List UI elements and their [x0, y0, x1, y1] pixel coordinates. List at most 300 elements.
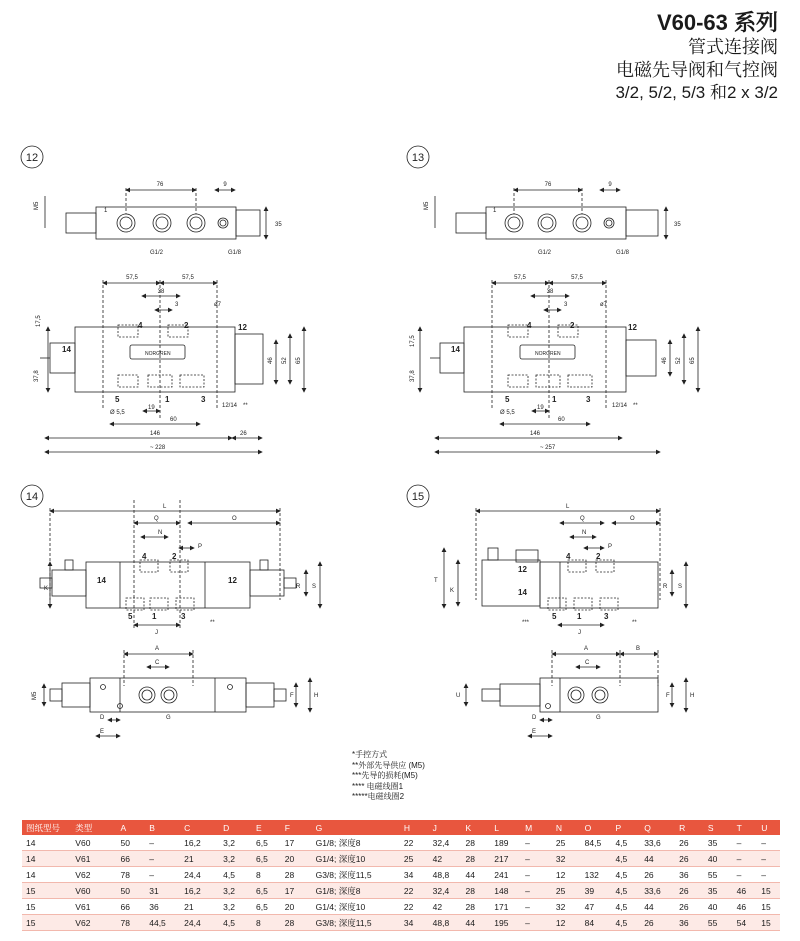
- table-cell: 195: [490, 915, 521, 931]
- table-cell: 28: [462, 851, 491, 867]
- f14-port-4: 4: [142, 552, 147, 561]
- f14-dim-O: O: [232, 516, 237, 522]
- f13-dim-146: 146: [530, 431, 541, 437]
- table-cell: 42: [429, 899, 462, 915]
- table-cell: 25: [552, 883, 581, 899]
- f13-dim-60: 60: [558, 417, 565, 423]
- f12-top-g18: G1/8: [228, 250, 242, 256]
- f13-dim-length: ~ 257: [540, 445, 556, 451]
- table-cell: –: [145, 835, 180, 851]
- table-cell: 15: [757, 915, 780, 931]
- table-cell: G1/4; 深度10: [312, 899, 400, 915]
- figure-12-front-view: [40, 280, 304, 452]
- f15-dim-L: L: [566, 504, 570, 510]
- figure-14-number: 14: [25, 491, 39, 503]
- f15-top-dim-G: G: [596, 715, 601, 721]
- table-cell: 12: [552, 915, 581, 931]
- subtitle-valve-type: 电磁先导阀和气控阀: [616, 60, 778, 80]
- table-cell: V60: [71, 883, 116, 899]
- f14-dim-R: R: [296, 584, 301, 590]
- f13-port-12-14: 12/14: [612, 403, 628, 409]
- col-header: B: [145, 820, 180, 835]
- table-cell: [581, 851, 612, 867]
- col-header: N: [552, 820, 581, 835]
- table-cell: 4,5: [611, 883, 640, 899]
- figure-13: [407, 146, 698, 452]
- f12-dim-length: ~ 228: [150, 445, 166, 451]
- f14-port-5: 5: [128, 612, 133, 621]
- table-cell: 78: [116, 915, 145, 931]
- f13-top-m5: M5: [424, 201, 430, 210]
- table-cell: 44: [462, 915, 491, 931]
- f12-top-dim-35: 35: [275, 222, 282, 228]
- f12-port-4: 4: [138, 321, 143, 330]
- f15-dim-P: P: [608, 544, 613, 550]
- page-title: V60-63 系列: [656, 10, 778, 35]
- f15-port-3: 3: [604, 612, 609, 621]
- f15-top-dim-D: D: [532, 715, 537, 721]
- table-body: [22, 835, 780, 931]
- figure-13-top-view: [435, 188, 666, 239]
- f12-top-m5: M5: [34, 201, 40, 210]
- table-cell: 8: [252, 915, 281, 931]
- subtitle-functions: 3/2, 5/2, 5/3 和2 x 3/2: [615, 83, 778, 102]
- figure-14-top-view: [44, 650, 310, 736]
- f13-dim-phi7: ø7: [600, 302, 608, 308]
- f14-top-dim-C: C: [155, 660, 160, 666]
- col-header: O: [581, 820, 612, 835]
- table-cell: V61: [71, 851, 116, 867]
- table-cell: 78: [116, 867, 145, 883]
- f13-top-dim-76: 76: [544, 182, 552, 188]
- f14-top-dim-D: D: [100, 715, 105, 721]
- table-cell: 16,2: [180, 835, 219, 851]
- table-cell: 28: [462, 883, 491, 899]
- dimension-table: [22, 820, 780, 931]
- col-header: 类型: [71, 820, 116, 835]
- table-cell: 24,4: [180, 915, 219, 931]
- table-cell: 132: [581, 867, 612, 883]
- table-cell: 84,5: [581, 835, 612, 851]
- figure-15-top-view: [466, 650, 686, 736]
- table-cell: 28: [462, 835, 491, 851]
- f12-port-2: 2: [184, 321, 189, 330]
- f13-port-2: 2: [570, 321, 575, 330]
- figure-12: [21, 146, 304, 452]
- footnote-manual: *手控方式: [352, 750, 388, 759]
- f15-dim-T: T: [434, 578, 438, 584]
- table-header-row: [22, 820, 780, 835]
- f14-port-12: 12: [228, 576, 237, 585]
- table-cell: –: [521, 883, 552, 899]
- table-cell: –: [733, 851, 758, 867]
- table-cell: –: [757, 835, 780, 851]
- table-cell: –: [521, 851, 552, 867]
- table-cell: 32: [552, 851, 581, 867]
- f14-port-3: 3: [181, 612, 186, 621]
- table-cell: 21: [180, 899, 219, 915]
- table-cell: –: [145, 851, 180, 867]
- table-cell: 50: [116, 835, 145, 851]
- f14-port-1: 1: [152, 612, 157, 621]
- f15-port-4: 4: [566, 552, 571, 561]
- table-cell: 26: [640, 915, 675, 931]
- f12-dim-37-8: 37,8: [34, 370, 40, 382]
- f14-dim-N: N: [158, 530, 163, 536]
- footnote-solenoid-1: **** 电磁线圈1: [352, 781, 404, 791]
- table-row: [22, 883, 780, 899]
- f12-port-12: 12: [238, 323, 247, 332]
- f12-port-14: 14: [62, 345, 71, 354]
- table-cell: 12: [552, 867, 581, 883]
- f14-port-14: 14: [97, 576, 106, 585]
- f14-dim-K: K: [44, 586, 49, 592]
- f13-top-g12: G1/2: [538, 250, 552, 256]
- f12-dim-3: 3: [175, 302, 179, 308]
- f13-dim-65: 65: [690, 357, 696, 364]
- table-cell: 8: [252, 867, 281, 883]
- table-cell: 22: [400, 883, 429, 899]
- figure-14: [21, 485, 320, 736]
- f14-stars: **: [210, 620, 215, 626]
- table-cell: 14: [22, 835, 71, 851]
- table-cell: –: [733, 835, 758, 851]
- f14-top-dim-E: E: [100, 729, 105, 735]
- table-cell: 14: [22, 851, 71, 867]
- table-row: [22, 915, 780, 931]
- col-header: G: [312, 820, 400, 835]
- f13-port-4: 4: [527, 321, 532, 330]
- f14-top-dim-H: H: [314, 693, 319, 699]
- table-cell: 22: [400, 835, 429, 851]
- table-cell: –: [521, 915, 552, 931]
- f12-dim-26: 26: [240, 431, 247, 437]
- f14-top-dim-F: F: [290, 693, 294, 699]
- f15-top-dim-F: F: [666, 693, 670, 699]
- table-cell: 32,4: [429, 883, 462, 899]
- table-cell: 26: [675, 883, 704, 899]
- table-cell: 15: [22, 899, 71, 915]
- f12-dim-38: 38: [157, 289, 165, 295]
- f15-port-12: 12: [518, 565, 527, 574]
- f13-dim-19: 19: [537, 405, 544, 411]
- table-cell: 4,5: [611, 835, 640, 851]
- col-header: P: [611, 820, 640, 835]
- table-cell: 44: [462, 867, 491, 883]
- f15-top-dim-H: H: [690, 693, 695, 699]
- footnote-external-pilot: **外部先导供应 (M5): [352, 760, 425, 770]
- table-cell: V61: [71, 899, 116, 915]
- table-cell: 28: [281, 867, 312, 883]
- table-cell: 21: [180, 851, 219, 867]
- table-cell: 25: [400, 851, 429, 867]
- table-cell: 28: [281, 915, 312, 931]
- f15-dim-R: R: [663, 584, 668, 590]
- table-row: [22, 899, 780, 915]
- table-cell: G3/8; 深度11,5: [312, 915, 400, 931]
- table-cell: –: [733, 867, 758, 883]
- f13-port-5: 5: [505, 395, 510, 404]
- col-header: F: [281, 820, 312, 835]
- table-cell: 44,5: [145, 915, 180, 931]
- col-header: R: [675, 820, 704, 835]
- f13-port-12: 12: [628, 323, 637, 332]
- f12-dim-146: 146: [150, 431, 161, 437]
- col-header: M: [521, 820, 552, 835]
- table-cell: 26: [640, 867, 675, 883]
- f12-top-dim-76: 76: [156, 182, 164, 188]
- table-cell: 4,5: [219, 915, 252, 931]
- figure-12-top-view: [45, 188, 266, 239]
- table-cell: 4,5: [611, 851, 640, 867]
- col-header: A: [116, 820, 145, 835]
- f12-dim-57-5-left: 57,5: [126, 275, 138, 281]
- f12-dim-19: 19: [148, 405, 155, 411]
- table-cell: 55: [704, 915, 733, 931]
- table-cell: 17: [281, 883, 312, 899]
- table-cell: 4,5: [611, 867, 640, 883]
- table-cell: 14: [22, 867, 71, 883]
- table-cell: 3,2: [219, 883, 252, 899]
- f15-top-dim-C: C: [585, 660, 590, 666]
- f15-stars-2: **: [632, 620, 637, 626]
- f12-dim-57-5-right: 57,5: [182, 275, 194, 281]
- table-cell: –: [757, 867, 780, 883]
- f13-stars: **: [633, 403, 638, 409]
- f15-dim-J: J: [578, 630, 581, 636]
- f15-port-1: 1: [577, 612, 582, 621]
- f15-dim-K: K: [450, 588, 455, 594]
- table-cell: 47: [581, 899, 612, 915]
- table-cell: 44: [640, 899, 675, 915]
- col-header: E: [252, 820, 281, 835]
- col-header: 图纸型号: [22, 820, 71, 835]
- f15-top-dim-U: U: [456, 693, 461, 699]
- f14-port-2: 2: [172, 552, 177, 561]
- table-cell: 6,5: [252, 899, 281, 915]
- table-cell: 54: [733, 915, 758, 931]
- table-cell: 34: [400, 915, 429, 931]
- table-cell: 48,8: [429, 915, 462, 931]
- table-cell: V62: [71, 867, 116, 883]
- table-cell: V60: [71, 835, 116, 851]
- f15-dim-S: S: [678, 584, 683, 590]
- table-cell: 15: [22, 883, 71, 899]
- table-cell: 4,5: [611, 915, 640, 931]
- f12-dim-phi7: ø7: [214, 302, 222, 308]
- f12-port-1: 1: [165, 395, 170, 404]
- f14-dim-L: L: [163, 504, 167, 510]
- table-cell: G1/4; 深度10: [312, 851, 400, 867]
- table-cell: 55: [704, 867, 733, 883]
- footnote-pilot-exhaust: ***先导的损耗(M5): [352, 771, 418, 781]
- table-cell: 17: [281, 835, 312, 851]
- figure-13-front-view: [420, 280, 698, 452]
- table-cell: –: [145, 867, 180, 883]
- table-cell: 35: [704, 835, 733, 851]
- f13-dim-57-5-right: 57,5: [571, 275, 583, 281]
- f13-port-1: 1: [552, 395, 557, 404]
- table-cell: 33,6: [640, 835, 675, 851]
- f12-top-g12: G1/2: [150, 250, 164, 256]
- col-header: T: [733, 820, 758, 835]
- col-header: S: [704, 820, 733, 835]
- f12-port-3: 3: [201, 395, 206, 404]
- table-cell: –: [521, 835, 552, 851]
- f15-dim-N: N: [582, 530, 587, 536]
- table-cell: 66: [116, 851, 145, 867]
- table-cell: 46: [733, 883, 758, 899]
- f13-port-14: 14: [451, 345, 460, 354]
- f12-dim-46: 46: [268, 357, 274, 364]
- f15-port-2: 2: [596, 552, 601, 561]
- table-cell: V62: [71, 915, 116, 931]
- table-cell: –: [757, 851, 780, 867]
- f12-top-port-1: 1: [104, 208, 108, 214]
- table-cell: 32: [552, 899, 581, 915]
- table-cell: 148: [490, 883, 521, 899]
- table-cell: 3,2: [219, 835, 252, 851]
- table-cell: 3,2: [219, 899, 252, 915]
- f12-dim-phi5-5: Ø 5,5: [110, 410, 125, 416]
- table-cell: 24,4: [180, 867, 219, 883]
- table-cell: 35: [704, 883, 733, 899]
- table-row: [22, 867, 780, 883]
- col-header: Q: [640, 820, 675, 835]
- table-cell: 6,5: [252, 835, 281, 851]
- table-cell: 39: [581, 883, 612, 899]
- table-cell: 6,5: [252, 883, 281, 899]
- figure-15-number: 15: [411, 491, 425, 503]
- table-cell: 4,5: [611, 899, 640, 915]
- table-row: [22, 851, 780, 867]
- f13-dim-17-5: 17,5: [410, 335, 416, 347]
- f13-dim-38: 38: [546, 289, 554, 295]
- footnote-solenoid-2: *****电磁线圈2: [352, 792, 405, 802]
- f13-dim-46: 46: [662, 357, 668, 364]
- table-cell: 15: [757, 883, 780, 899]
- footnotes: [352, 750, 425, 803]
- table-cell: 48,8: [429, 867, 462, 883]
- f12-dim-65: 65: [296, 357, 302, 364]
- table-cell: 34: [400, 867, 429, 883]
- f14-top-m5: M5: [32, 691, 38, 700]
- table-cell: G3/8; 深度11,5: [312, 867, 400, 883]
- f12-stars: **: [243, 403, 248, 409]
- table-cell: 44: [640, 851, 675, 867]
- f15-top-dim-A: A: [584, 646, 589, 652]
- table-cell: 26: [675, 851, 704, 867]
- table-cell: –: [521, 867, 552, 883]
- table-cell: 26: [675, 835, 704, 851]
- col-header: H: [400, 820, 429, 835]
- f14-top-dim-A: A: [155, 646, 160, 652]
- f13-top-dim-9: 9: [608, 182, 612, 188]
- table-cell: 84: [581, 915, 612, 931]
- f14-dim-S: S: [312, 584, 317, 590]
- figure-12-number: 12: [25, 152, 39, 164]
- f12-port-12-14: 12/14: [222, 403, 238, 409]
- f15-top-dim-B: B: [636, 646, 641, 652]
- f13-dim-3: 3: [564, 302, 568, 308]
- table-cell: 15: [22, 915, 71, 931]
- table-cell: 25: [552, 835, 581, 851]
- f14-dim-Q: Q: [154, 516, 159, 522]
- table-cell: 3,2: [219, 851, 252, 867]
- table-cell: G1/8; 深度8: [312, 883, 400, 899]
- table-cell: 217: [490, 851, 521, 867]
- table-cell: 36: [145, 899, 180, 915]
- f12-port-5: 5: [115, 395, 120, 404]
- col-header: K: [462, 820, 491, 835]
- table-cell: 40: [704, 899, 733, 915]
- f15-dim-O: O: [630, 516, 635, 522]
- table-cell: 36: [675, 915, 704, 931]
- f15-stars-3: ***: [522, 620, 530, 626]
- table-cell: 241: [490, 867, 521, 883]
- f12-dim-60: 60: [170, 417, 177, 423]
- f14-dim-J: J: [155, 630, 158, 636]
- table-cell: 46: [733, 899, 758, 915]
- f13-brand: NORGREN: [535, 351, 561, 357]
- figure-15: [407, 485, 694, 736]
- table-cell: 16,2: [180, 883, 219, 899]
- f15-top-dim-E: E: [532, 729, 537, 735]
- table-cell: 32,4: [429, 835, 462, 851]
- table-cell: 31: [145, 883, 180, 899]
- table-cell: 50: [116, 883, 145, 899]
- col-header: C: [180, 820, 219, 835]
- table-cell: 40: [704, 851, 733, 867]
- table-cell: 20: [281, 851, 312, 867]
- f13-top-g18: G1/8: [616, 250, 630, 256]
- subtitle-connection: 管式连接阀: [688, 37, 778, 57]
- f14-dim-P: P: [198, 544, 203, 550]
- f13-dim-37-8: 37,8: [410, 370, 416, 382]
- f12-top-dim-9: 9: [223, 182, 227, 188]
- col-header: U: [757, 820, 780, 835]
- table-cell: 36: [675, 867, 704, 883]
- table-cell: G1/8; 深度8: [312, 835, 400, 851]
- table-cell: 42: [429, 851, 462, 867]
- figure-15-front-view: [444, 508, 686, 625]
- f13-dim-phi5-5: Ø 5,5: [500, 410, 515, 416]
- f13-top-port-1: 1: [493, 208, 497, 214]
- f14-top-dim-G: G: [166, 715, 171, 721]
- table-row: [22, 835, 780, 851]
- f12-dim-52: 52: [282, 357, 288, 364]
- f12-dim-17-5: 17,5: [36, 315, 42, 327]
- col-header: L: [490, 820, 521, 835]
- table-cell: 171: [490, 899, 521, 915]
- table-cell: –: [521, 899, 552, 915]
- table-cell: 4,5: [219, 867, 252, 883]
- table-cell: 28: [462, 899, 491, 915]
- f13-dim-52: 52: [676, 357, 682, 364]
- f15-port-5: 5: [552, 612, 557, 621]
- figure-14-front-view: [40, 500, 320, 630]
- table-cell: 33,6: [640, 883, 675, 899]
- col-header: J: [429, 820, 462, 835]
- table-cell: 26: [675, 899, 704, 915]
- figure-13-number: 13: [411, 152, 425, 164]
- table-cell: 6,5: [252, 851, 281, 867]
- f12-brand: NORGREN: [145, 351, 171, 357]
- table-cell: 66: [116, 899, 145, 915]
- table-cell: 15: [757, 899, 780, 915]
- f13-dim-57-5-left: 57,5: [514, 275, 526, 281]
- table-cell: 189: [490, 835, 521, 851]
